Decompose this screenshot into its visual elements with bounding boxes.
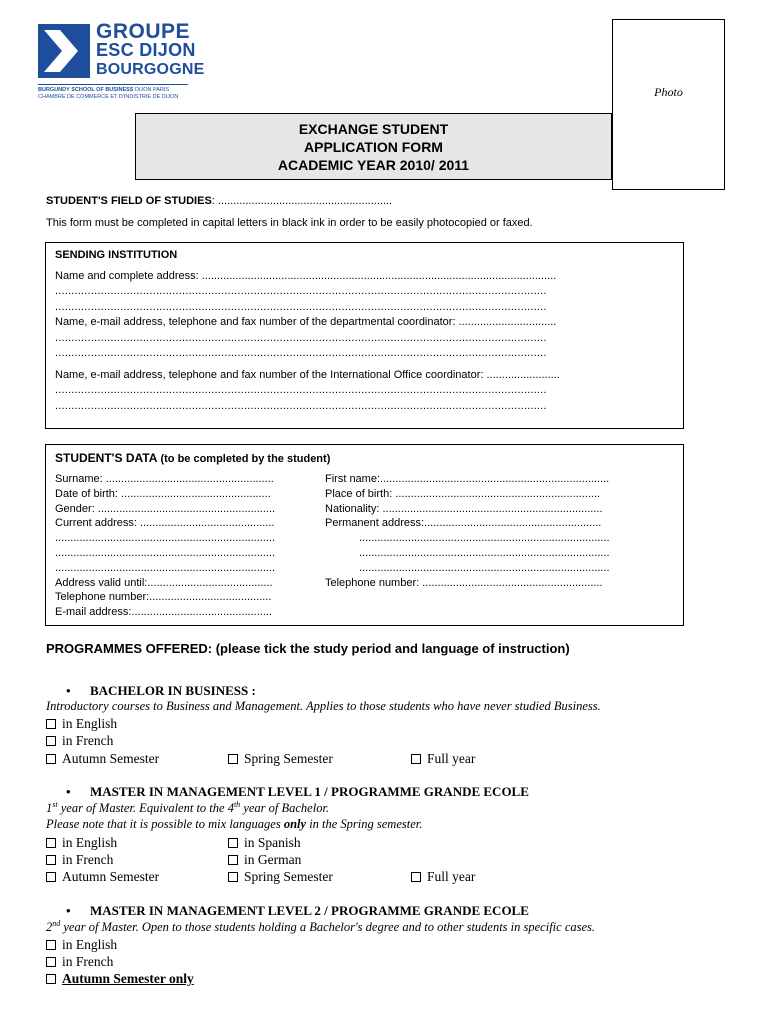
bachelor-autumn-option[interactable] [46, 751, 159, 767]
option-label: Full year [427, 869, 476, 884]
checkbox-icon[interactable] [46, 719, 56, 729]
field-of-studies[interactable] [46, 194, 392, 209]
master1-full-year-option[interactable] [411, 869, 475, 885]
field-of-studies-label: STUDENT'S FIELD OF STUDIES [46, 195, 212, 207]
checkbox-icon[interactable] [411, 872, 421, 882]
option-label: Autumn Semester only [62, 971, 194, 986]
field-of-studies-blank[interactable]: : ......................................................... [211, 195, 393, 207]
gender-field[interactable]: Gender: .......................................................... [55, 502, 276, 515]
surname-field[interactable]: Surname: ....................................................... [55, 473, 274, 485]
logo-line-1: GROUPE [96, 20, 191, 43]
option-label: in German [244, 852, 302, 867]
checkbox-icon[interactable] [46, 872, 56, 882]
title-line-1: EXCHANGE STUDENT [298, 121, 449, 137]
student-data-right-column [325, 472, 650, 590]
permanent-address-field[interactable]: Permanent address:.......................................................... [325, 517, 602, 530]
current-address-line[interactable]: ........................................................................ [55, 532, 276, 545]
permanent-address-line[interactable]: .................................................................................. [359, 546, 610, 559]
option-label: Spring Semester [244, 751, 333, 766]
checkbox-icon[interactable] [228, 838, 238, 848]
master2-french-option[interactable] [46, 954, 113, 970]
student-data-heading [55, 449, 330, 467]
desc-text: in the Spring semester. [306, 817, 423, 831]
current-address-field[interactable]: Current address: ............................................ [55, 517, 275, 530]
master2-autumn-only-option[interactable] [46, 971, 194, 987]
checkbox-icon[interactable] [46, 736, 56, 746]
photo-box [612, 19, 725, 190]
option-label: Autumn Semester [62, 751, 160, 766]
master2-heading [66, 903, 529, 919]
email-address-field[interactable]: E-mail address:.............................................. [55, 606, 272, 619]
sending-line[interactable]: Name and complete address: .................................................................................................................... [55, 269, 557, 282]
desc-text: Please note that it is possible to mix languages [46, 817, 284, 831]
nationality-field[interactable]: Nationality: ........................................................................ [325, 502, 603, 515]
permanent-address-line[interactable]: .................................................................................. [359, 532, 610, 545]
address-valid-until-field[interactable]: Address valid until:......................................... [55, 576, 273, 589]
logo-divider [38, 84, 188, 85]
sending-line[interactable]: Name, e-mail address, telephone and fax number of the departmental coordinator: ................................ [55, 316, 557, 328]
bullet-icon: • [66, 903, 71, 918]
bachelor-description: Introductory courses to Business and Management. Applies to those students who have never studied Business. [46, 699, 601, 713]
logo-line-2: ESC DIJON [96, 40, 196, 60]
option-label: in English [62, 835, 118, 850]
master1-heading-text: MASTER IN MANAGEMENT LEVEL 1 / PROGRAMME GRANDE ECOLE [90, 784, 529, 799]
master2-heading-text: MASTER IN MANAGEMENT LEVEL 2 / PROGRAMME GRANDE ECOLE [90, 903, 529, 918]
current-address-line[interactable]: ........................................................................ [55, 561, 276, 574]
sending-line[interactable]: ....................................................................................................................................................... [55, 300, 547, 313]
telephone-number-field[interactable]: Telephone number:........................................ [55, 591, 272, 604]
programmes-title: PROGRAMMES OFFERED: (please tick the study period and language of instruction) [46, 641, 570, 656]
title-line-2: APPLICATION FORM [304, 139, 443, 155]
option-label: Autumn Semester [62, 869, 160, 884]
current-address-line[interactable]: ........................................................................ [55, 546, 276, 559]
logo-wordmark [96, 22, 204, 79]
option-label: in French [62, 954, 114, 969]
bachelor-full-year-option[interactable] [411, 751, 475, 767]
master2-english-option[interactable] [46, 937, 117, 953]
logo-sub-bold: BURGUNDY SCHOOL OF BUSINESS [38, 87, 134, 93]
bachelor-spring-option[interactable] [228, 751, 333, 767]
student-data-heading-note: (to be completed by the student) [157, 453, 331, 465]
logo-mark [38, 24, 90, 78]
checkbox-icon[interactable] [411, 754, 421, 764]
checkbox-icon[interactable] [46, 855, 56, 865]
student-data-heading-main: STUDENT'S DATA [55, 451, 158, 465]
desc-text: 1 [46, 801, 53, 816]
bachelor-heading-text: BACHELOR IN BUSINESS : [90, 683, 256, 698]
sending-institution-heading: SENDING INSTITUTION [55, 249, 178, 261]
desc-emphasis: only [283, 817, 307, 831]
desc-sup: th [233, 800, 241, 809]
title-line-3: ACADEMIC YEAR 2010/ 2011 [277, 157, 470, 173]
desc-text: year of Master. Open to those students holding a Bachelor's degree and to other students in specific cases. [60, 920, 596, 935]
desc-sup: st [52, 800, 58, 809]
logo-sub-chamber: CHAMBRE DE COMMERCE ET D'INDISTRIE DE DIJON [38, 94, 179, 100]
desc-text: year of Bachelor. [240, 801, 330, 816]
option-label: Spring Semester [244, 869, 333, 884]
sending-line[interactable]: ....................................................................................................................................................... [55, 384, 547, 396]
master1-heading [66, 784, 529, 800]
first-name-field[interactable]: First name:........................................................................... [325, 473, 610, 485]
master1-english-option[interactable] [46, 835, 117, 851]
checkbox-icon[interactable] [46, 838, 56, 848]
bullet-icon: • [66, 683, 71, 698]
master1-spring-option[interactable] [228, 869, 333, 885]
checkbox-icon[interactable] [46, 974, 56, 984]
master1-french-option[interactable] [46, 852, 113, 868]
student-data-left-column [55, 472, 315, 620]
checkbox-icon[interactable] [46, 957, 56, 967]
sending-line[interactable]: ....................................................................................................................................................... [55, 399, 547, 412]
sending-line[interactable]: ....................................................................................................................................................... [55, 347, 547, 359]
master1-spanish-option[interactable] [228, 835, 301, 851]
option-label: in Spanish [244, 835, 301, 850]
logo-chevron-icon [38, 24, 90, 78]
checkbox-icon[interactable] [228, 754, 238, 764]
option-label: in English [62, 716, 118, 731]
permanent-address-line[interactable]: .................................................................................. [359, 561, 610, 574]
bachelor-french-option[interactable] [46, 733, 113, 749]
instruction-text: This form must be completed in capital letters in black ink in order to be easily photocopied or faxed. [46, 217, 533, 229]
option-label: in French [62, 852, 114, 867]
logo-subtitle [38, 87, 178, 101]
bullet-icon: • [66, 784, 71, 799]
date-of-birth-field[interactable]: Date of birth: ................................................. [55, 487, 271, 500]
master1-autumn-option[interactable] [46, 869, 159, 885]
checkbox-icon[interactable] [46, 940, 56, 950]
sending-line[interactable]: ....................................................................................................................................................... [55, 331, 547, 344]
desc-sup: nd [52, 919, 61, 928]
bachelor-english-option[interactable] [46, 716, 117, 732]
logo-sub-rest: DIJON PARIS [133, 87, 170, 93]
option-label: in French [62, 733, 114, 748]
checkbox-icon[interactable] [228, 855, 238, 865]
master1-description-1 [46, 800, 329, 816]
place-of-birth-field[interactable]: Place of birth: ................................................................... [325, 487, 601, 500]
master1-description-2 [46, 817, 422, 832]
bachelor-heading [66, 683, 256, 699]
master1-german-option[interactable] [228, 852, 301, 868]
sending-institution-section [45, 242, 684, 429]
checkbox-icon[interactable] [46, 754, 56, 764]
permanent-telephone-field[interactable]: Telephone number: ........................................................... [325, 576, 603, 589]
master2-description [46, 919, 595, 935]
form-title [135, 113, 612, 180]
student-data-section [45, 444, 684, 626]
option-label: Full year [427, 751, 476, 766]
logo-line-3: BOURGOGNE [96, 61, 205, 78]
desc-text: year of Master. Equivalent to the 4 [57, 801, 234, 816]
option-label: in English [62, 937, 118, 952]
sending-line[interactable]: ....................................................................................................................................................... [55, 285, 547, 297]
desc-text: 2 [46, 920, 53, 935]
sending-line[interactable]: Name, e-mail address, telephone and fax number of the International Office coordinator: ........................ [55, 368, 560, 381]
checkbox-icon[interactable] [228, 872, 238, 882]
photo-label: Photo [654, 85, 683, 99]
